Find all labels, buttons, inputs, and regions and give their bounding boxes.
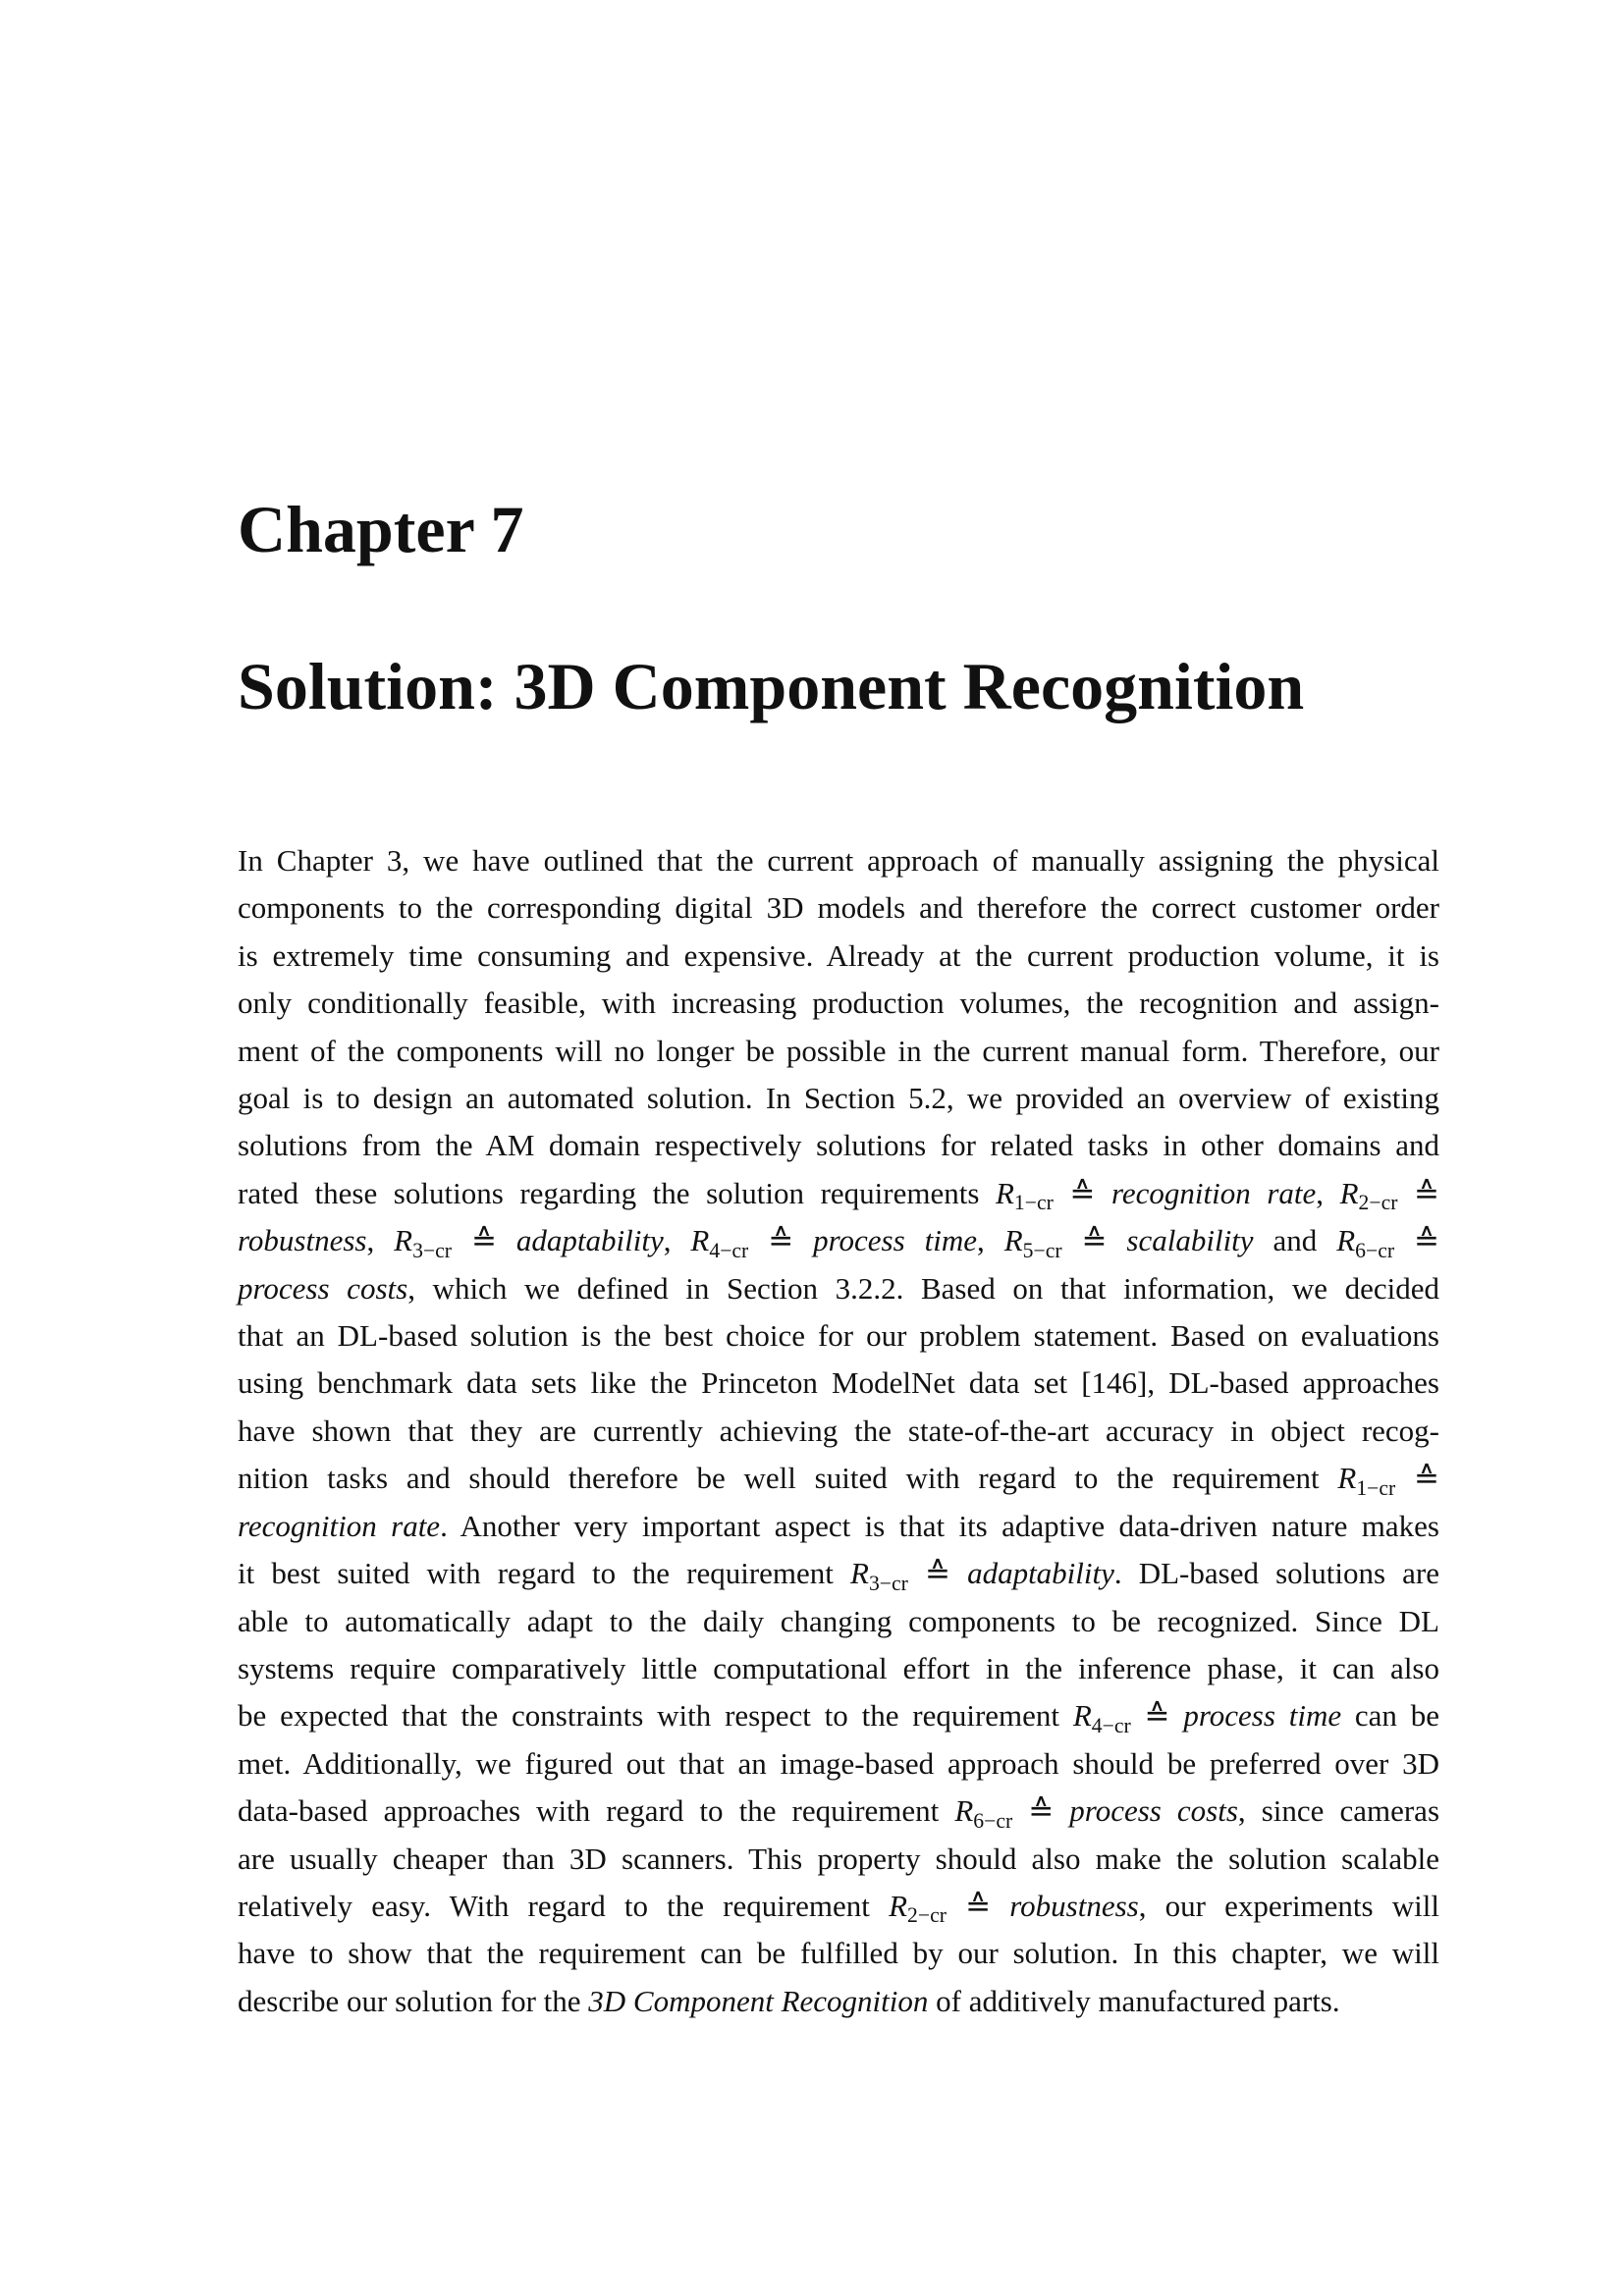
correspondence-symbol: ≙ <box>1012 1793 1070 1829</box>
math-symbol: R <box>1336 1223 1356 1258</box>
text-run: have shown that they are currently achieving the state-of-the-art accuracy in object recog- <box>238 1413 1439 1448</box>
subscript: 2−cr <box>1358 1191 1398 1215</box>
math-symbol: R <box>1003 1223 1023 1258</box>
correspondence-symbol: ≙ <box>907 1556 968 1591</box>
text-run: are usually cheaper than 3D scanners. This property should also make the solution scalable <box>238 1841 1439 1876</box>
subscript: 3−cr <box>412 1238 453 1262</box>
text-line <box>238 1645 1439 1692</box>
math-symbol: process time <box>813 1223 977 1258</box>
text-run: is extremely time consuming and expensive. Already at the current production volume, it is <box>238 937 1439 973</box>
math-symbol: R <box>1337 1461 1357 1496</box>
math-symbol: process time <box>1183 1698 1342 1734</box>
text-line <box>238 1028 1439 1075</box>
subscript: 2−cr <box>907 1903 947 1928</box>
text-run: goal is to design an automated solution. In Section 5.2, we provided an overview of existing <box>238 1081 1439 1116</box>
text-run: it best suited with regard to the requirement <box>238 1556 851 1591</box>
text-line <box>238 1217 1439 1264</box>
subscript: 1−cr <box>1013 1191 1054 1215</box>
text-run: data-based approaches with regard to the requirement <box>238 1793 955 1829</box>
correspondence-symbol: ≙ <box>452 1223 516 1258</box>
text-run: and <box>1253 1223 1337 1258</box>
math-symbol: R <box>394 1223 413 1258</box>
text-run: , which we defined in Section 3.2.2. Based on that information, we decided <box>407 1270 1439 1306</box>
text-line <box>238 1598 1439 1645</box>
chapter-label: Chapter 7 <box>238 492 524 566</box>
text-run: met. Additionally, we figured out that an image-based approach should be preferred over 3D <box>238 1745 1439 1781</box>
text-run: systems require comparatively little computational effort in the inference phase, it can also <box>238 1650 1439 1685</box>
text-line <box>238 1836 1439 1883</box>
emphasis-run: robustness <box>1009 1888 1139 1923</box>
correspondence-symbol: ≙ <box>1061 1223 1127 1258</box>
text-run: using benchmark data sets like the Princeton ModelNet data set [146], DL-based approaches <box>238 1365 1439 1401</box>
text-line <box>238 1170 1439 1217</box>
math-symbol: R <box>995 1175 1014 1210</box>
text-line <box>238 1740 1439 1788</box>
correspondence-symbol: ≙ <box>1130 1698 1184 1734</box>
text-line <box>238 1360 1439 1407</box>
emphasis-run: robustness <box>238 1223 367 1258</box>
body-paragraph <box>238 837 1439 2025</box>
text-line <box>238 1265 1439 1312</box>
math-symbol: adaptability <box>515 1223 664 1258</box>
emphasis-run: process costs <box>1069 1793 1238 1829</box>
subscript: 4−cr <box>1091 1713 1131 1737</box>
math-symbol: R <box>1072 1698 1092 1734</box>
text-run: . DL-based solutions are <box>1113 1556 1439 1591</box>
text-run: nition tasks and should therefore be well suited with regard to the requirement <box>238 1461 1338 1496</box>
math-symbol: R <box>850 1556 869 1591</box>
math-symbol: R <box>954 1793 974 1829</box>
text-line <box>238 884 1439 932</box>
math-symbol: recognition rate <box>1110 1175 1317 1210</box>
math-symbol: adaptability <box>967 1556 1114 1591</box>
math-symbol: scalability <box>1126 1223 1254 1258</box>
correspondence-symbol: ≙ <box>748 1223 814 1258</box>
text-line <box>238 1883 1439 1930</box>
text-line <box>238 980 1439 1027</box>
text-run: ment of the components will no longer be possible in the current manual form. Therefore, our <box>238 1033 1439 1068</box>
text-line <box>238 1930 1439 1977</box>
text-line <box>238 1503 1439 1550</box>
math-symbol: recognition rate <box>238 1508 441 1543</box>
text-line <box>238 1550 1439 1597</box>
math-symbol: R <box>889 1888 907 1923</box>
text-run: , our experiments will <box>1138 1888 1439 1923</box>
text-run: , <box>663 1223 691 1258</box>
subscript: 1−cr <box>1356 1475 1396 1500</box>
emphasis-run: process costs <box>238 1270 408 1306</box>
text-run: able to automatically adapt to the daily changing components to be recognized. Since DL <box>238 1603 1439 1638</box>
correspondence-symbol: ≙ <box>946 1888 1010 1923</box>
text-run: have to show that the requirement can be fulfilled by our solution. In this chapter, we will <box>238 1936 1439 1971</box>
correspondence-symbol: ≙ <box>1397 1175 1440 1210</box>
subscript: 6−cr <box>1355 1238 1395 1262</box>
text-run: In Chapter 3, we have outlined that the current approach of manually assigning the physical <box>238 843 1439 878</box>
subscript: 5−cr <box>1022 1238 1062 1262</box>
subscript: 4−cr <box>709 1238 749 1262</box>
text-run: , <box>977 1223 1004 1258</box>
math-symbol: R <box>690 1223 710 1258</box>
subscript: 3−cr <box>868 1571 908 1595</box>
correspondence-symbol: ≙ <box>1395 1461 1439 1496</box>
text-line <box>238 1408 1439 1455</box>
text-run: that an DL-based solution is the best choice for our problem statement. Based on evaluations <box>238 1318 1439 1354</box>
text-run: , <box>366 1223 395 1258</box>
text-line <box>238 933 1439 980</box>
text-line <box>238 1122 1439 1169</box>
text-run: . Another very important aspect is that its adaptive data-driven nature makes <box>440 1508 1439 1543</box>
correspondence-symbol: ≙ <box>1394 1223 1439 1258</box>
text-run: , since cameras <box>1237 1793 1440 1829</box>
emphasis-run: 3D Component Recognition <box>588 1983 929 2018</box>
text-line <box>238 1075 1439 1122</box>
text-run: describe our solution for the <box>238 1983 589 2018</box>
text-line <box>238 1978 1439 2025</box>
text-line <box>238 1455 1439 1502</box>
text-run: of additively manufactured parts. <box>928 1983 1340 2018</box>
math-symbol: R <box>1339 1175 1359 1210</box>
text-line <box>238 1788 1439 1835</box>
chapter-title: Solution: 3D Component Recognition <box>238 649 1305 723</box>
text-run: relatively easy. With regard to the requirement <box>238 1888 890 1923</box>
text-run: rated these solutions regarding the solution requirements <box>238 1175 996 1210</box>
text-run: components to the corresponding digital 3D models and therefore the correct customer order <box>238 890 1439 926</box>
correspondence-symbol: ≙ <box>1053 1175 1111 1210</box>
subscript: 6−cr <box>973 1808 1013 1833</box>
text-line <box>238 1312 1439 1360</box>
text-line <box>238 837 1439 884</box>
text-run: be expected that the constraints with respect to the requirement <box>238 1698 1073 1734</box>
text-run: only conditionally feasible, with increasing production volumes, the recognition and assign- <box>238 986 1439 1021</box>
text-run: can be <box>1341 1698 1439 1734</box>
text-run: , <box>1316 1175 1340 1210</box>
text-run: solutions from the AM domain respectively solutions for related tasks in other domains and <box>238 1128 1439 1163</box>
text-line <box>238 1692 1439 1739</box>
